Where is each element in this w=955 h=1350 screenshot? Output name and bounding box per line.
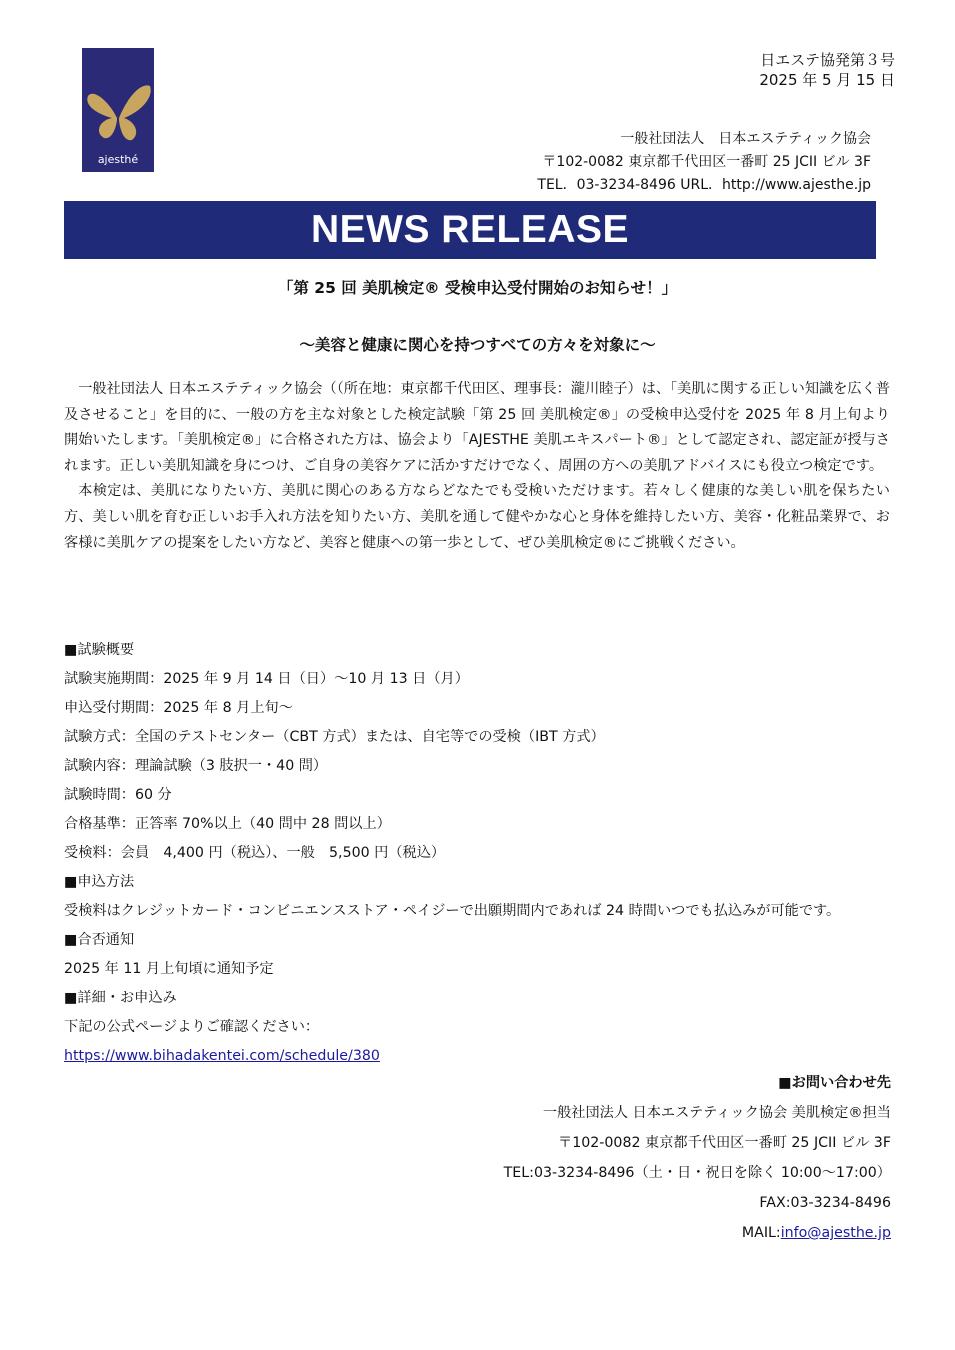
contact-heading: ■お問い合わせ先 bbox=[778, 1075, 891, 1091]
detail-link[interactable]: https://www.bihadakentei.com/schedule/380 bbox=[64, 1048, 380, 1064]
banner-text: NEWS RELEASE bbox=[310, 208, 630, 251]
summary-content: 試験内容：理論試験（3 肢択一・40 問） bbox=[64, 758, 328, 774]
body-paragraph-1: 一般社団法人 日本エステティック協会（（所在地：東京都千代田区、理事長：瀧川睦子）は、「美肌に関する正しい知識を広く普及させること」を目的に、一般の方を主な対象とした検定試験「第 25 回 美肌検定®」の受検申込受付を 2025 年 8 月上旬より開始いたします。「美肌検定®」に合格された方は、協会より「AJESTHE 美肌エキスパート®」として認定され、認定証が授与されます。正しい美肌知識を身につけ、ご自身の美容ケアに活かすだけでなく、周囲の方への美肌アドバイスにも役立つ検定です。 bbox=[64, 381, 890, 474]
summary-heading: ■試験概要 bbox=[64, 642, 135, 658]
summary-period: 試験実施期間：2025 年 9 月 14 日（日）～10 月 13 日（月） bbox=[64, 671, 469, 687]
summary-fee: 受検料：会員 4,400 円（税込）、一般 5,500 円（税込） bbox=[64, 845, 446, 861]
contact-org: 一般社団法人 日本エステティック協会 美肌検定®担当 bbox=[542, 1105, 891, 1121]
logo-wordmark: ajesthé bbox=[97, 153, 139, 166]
butterfly-icon bbox=[82, 58, 154, 158]
document-header bbox=[759, 50, 895, 90]
contact-address: 〒102-0082 東京都千代田区一番町 25 JCII ビル 3F bbox=[558, 1135, 891, 1151]
contact-block bbox=[504, 1068, 891, 1248]
contact-fax: FAX:03-3234-8496 bbox=[759, 1195, 891, 1211]
apply-text: 受検料はクレジットカード・コンビニエンスストア・ペイジーで出願期間内であれば 24 時間いつでも払込みが可能です。 bbox=[64, 903, 841, 919]
body-text bbox=[64, 377, 890, 556]
document-number: 日エステ協発第３号 bbox=[760, 51, 895, 69]
release-title: 「第 25 回 美肌検定® 受検申込受付開始のお知らせ！」 bbox=[277, 279, 678, 297]
detail-heading: ■詳細・お申込み bbox=[64, 990, 177, 1006]
result-text: 2025 年 11 月上旬頃に通知予定 bbox=[64, 961, 274, 977]
apply-heading: ■申込方法 bbox=[64, 874, 135, 890]
detail-text: 下記の公式ページよりご確認ください： bbox=[64, 1019, 320, 1035]
organization-name: 一般社団法人 日本エステティック協会 bbox=[620, 131, 871, 147]
document-date: 2025 年 5 月 15 日 bbox=[759, 71, 895, 89]
summary-application: 申込受付期間：2025 年 8 月上旬～ bbox=[64, 700, 293, 716]
ajesthe-logo bbox=[82, 48, 154, 172]
contact-mail-link[interactable]: info@ajesthe.jp bbox=[780, 1225, 891, 1241]
contact-tel: TEL:03-3234-8496（土・日・祝日を除く 10:00～17:00） bbox=[503, 1165, 891, 1181]
exam-summary bbox=[64, 636, 840, 1071]
organization-contact: TEL．03-3234-8496 URL．http://www.ajesthe.jp bbox=[537, 177, 871, 193]
news-release-banner bbox=[64, 201, 876, 259]
result-heading: ■合否通知 bbox=[64, 932, 135, 948]
summary-method: 試験方式：全国のテストセンター（CBT 方式）または、自宅等での受検（IBT 方式） bbox=[64, 729, 605, 745]
summary-duration: 試験時間：60 分 bbox=[64, 787, 172, 803]
contact-mail bbox=[504, 1218, 891, 1248]
body-paragraph-2: 本検定は、美肌になりたい方、美肌に関心のある方ならどなたでも受検いただけます。若々しく健康的な美しい肌を保ちたい方、美しい肌を育む正しいお手入れ方法を知りたい方、美肌を通して健やかな心と身体を維持したい方、美容・化粧品業界で、お客様に美肌ケアの提案をしたい方など、美容と健康への第一歩として、ぜひ美肌検定®にご挑戦ください。 bbox=[64, 483, 890, 551]
release-subtitle: ～美容と健康に関心を持つすべての方々を対象に～ bbox=[299, 336, 656, 354]
summary-criteria: 合格基準：正答率 70%以上（40 問中 28 問以上） bbox=[64, 816, 391, 832]
contact-mail-label: MAIL: bbox=[741, 1225, 781, 1241]
organization-block bbox=[537, 128, 871, 197]
organization-address: 〒102-0082 東京都千代田区一番町 25 JCII ビル 3F bbox=[542, 154, 871, 170]
